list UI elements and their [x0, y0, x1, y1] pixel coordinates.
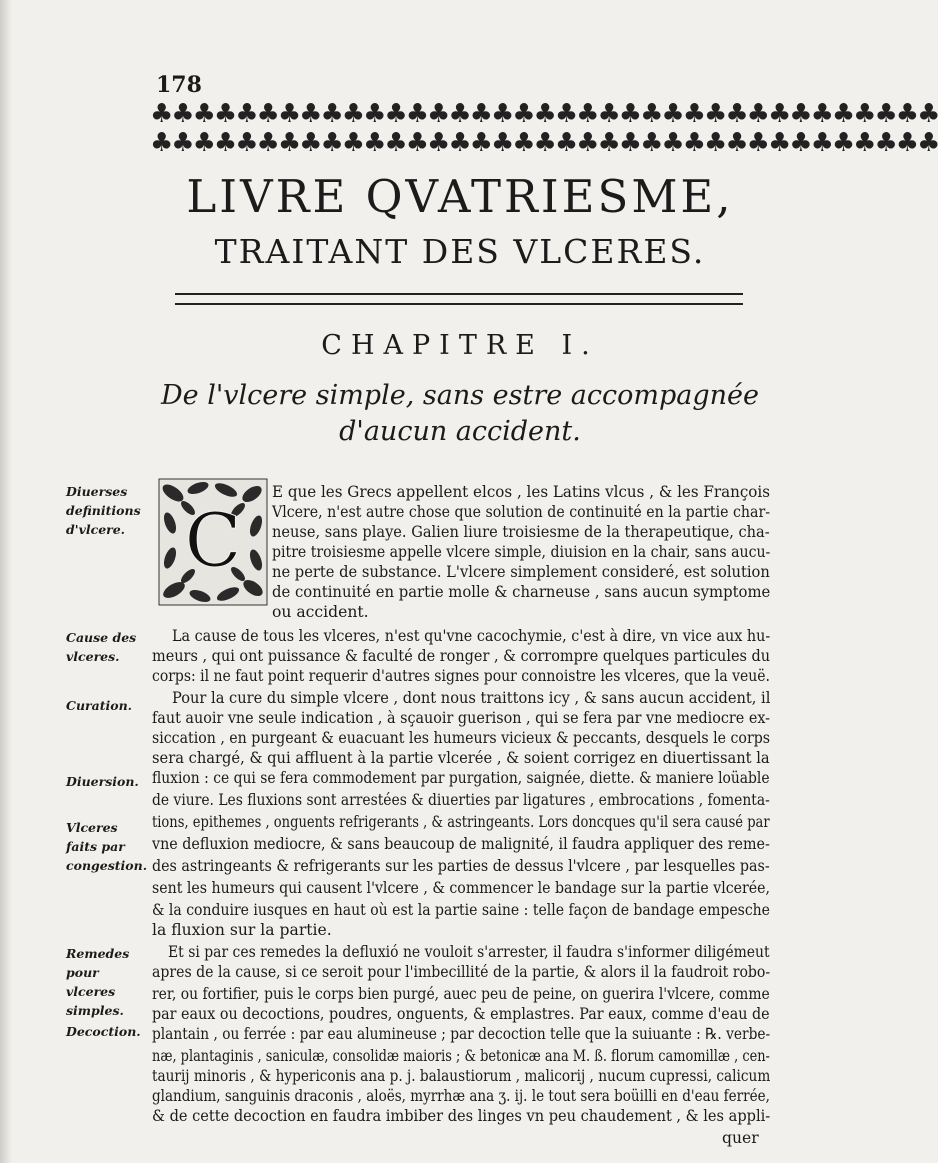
body-line: Et si par ces remedes la defluxió ne vouloit s'arrester, il faudra s'informer diligémeut — [168, 943, 770, 961]
body-line: neuse, sans playe. Galien liure troisiesme de la therapeutique, cha- — [272, 523, 770, 541]
body-line: par eaux ou decoctions, poudres, onguents, & emplastres. Par eaux, comme d'eau de — [152, 1005, 770, 1023]
body-line: corps: il ne faut point requerir d'autres signes pour connoistre les vlceres, que la veuë. — [152, 667, 770, 685]
body-line: la fluxion sur la partie. — [152, 921, 332, 939]
body-line: & de cette decoction en faudra imbiber des linges vn peu chaudement , & les appli- — [152, 1107, 771, 1125]
chapter-subtitle-line: d'aucun accident. — [339, 416, 581, 447]
margin-note: Diuersion. — [66, 774, 139, 789]
chapter-subtitle — [150, 378, 770, 450]
body-line: sera chargé, & qui affluent à la partie vlcerée , & soient corrigez en diuertissant la — [152, 749, 770, 767]
body-line: ou accident. — [272, 603, 369, 621]
ornament-row: ♣♣♣♣♣♣♣♣♣♣♣♣♣♣♣♣♣♣♣♣♣♣♣♣♣♣♣♣♣♣♣♣♣♣♣♣♣ — [150, 128, 938, 158]
body-line: de viure. Les fluxions sont arrestées & diuerties par ligatures , embrocations , fomenta- — [152, 791, 770, 809]
body-line: rer, ou fortifier, puis le corps bien purgé, auec peu de peine, on guerira l'vlcere, comme — [152, 985, 770, 1003]
divider-rule — [175, 293, 743, 295]
drop-cap-illustration — [158, 478, 268, 606]
page-edge-shadow — [0, 0, 12, 1163]
ornament-band — [150, 99, 938, 162]
chapter-subtitle-line: De l'vlcere simple, sans estre accompagnée — [160, 380, 760, 411]
body-line: glandium, sanguinis draconis , aloës, myrrhæ ana ʒ. ij. le tout sera boüilli en d'eau ferrée, — [152, 1087, 770, 1105]
margin-note: Decoction. — [66, 1024, 141, 1039]
body-line: taurij minoris , & hypericonis ana p. j. balaustiorum , malicorij , nucum cupressi, calicum — [152, 1067, 771, 1085]
body-line: plantain , ou ferrée : par eau alumineuse ; par decoction telle que la suiuante : ℞. verbe- — [152, 1025, 771, 1043]
book-subtitle: TRAITANT DES VLCERES. — [214, 232, 706, 271]
body-line: apres de la cause, si ce seroit pour l'imbecillité de la partie, & alors il la faudroit robo- — [152, 963, 771, 981]
book-title: LIVRE QVATRIESME, — [186, 170, 734, 223]
body-line: & la conduire iusques en haut où est la partie saine : telle façon de bandage empesche — [152, 901, 770, 919]
page-number: 178 — [156, 72, 202, 98]
margin-note: Diuerses definitions d'vlcere. — [66, 484, 141, 537]
body-line: Vlcere, n'est autre chose que solution de continuité en la partie char- — [272, 503, 771, 521]
catchword: quer — [722, 1129, 759, 1147]
ornament-row: ♣♣♣♣♣♣♣♣♣♣♣♣♣♣♣♣♣♣♣♣♣♣♣♣♣♣♣♣♣♣♣♣♣♣♣♣♣ — [150, 99, 938, 129]
body-line: meurs , qui ont puissance & faculté de ronger , & corrompre quelques particules du — [152, 647, 771, 665]
divider-rule — [175, 303, 743, 305]
body-line: vne defluxion mediocre, & sans beaucoup de malignité, il faudra appliquer des reme- — [152, 835, 770, 853]
body-line: pitre troisiesme appelle vlcere simple, diuision en la chair, sans aucu- — [272, 543, 771, 561]
body-line: E que les Grecs appellent elcos , les Latins vlcus , & les François — [272, 483, 770, 501]
chapter-heading: CHAPITRE I. — [321, 330, 599, 361]
drop-cap-letter: C — [184, 498, 242, 584]
body-line: siccation , en purgeant & euacuant les humeurs vicieux & peccants, desquels le corps — [152, 729, 770, 747]
margin-note: Vlceres faits par congestion. — [66, 820, 148, 873]
body-line: næ, plantaginis , saniculæ, consolidæ maioris ; & betonicæ ana M. ß. florum camomillæ , cen- — [152, 1047, 770, 1065]
body-line: La cause de tous les vlceres, n'est qu'vne cacochymie, c'est à dire, vn vice aux hu- — [172, 627, 771, 645]
margin-note: Remedes pour vlceres simples. — [66, 946, 130, 1018]
margin-note: Cause des vlceres. — [66, 630, 137, 664]
body-line: de continuité en partie molle & charneuse , sans aucun symptome — [272, 583, 771, 601]
body-line: Pour la cure du simple vlcere , dont nous traittons icy , & sans aucun accident, il — [172, 689, 771, 707]
margin-note: Curation. — [66, 698, 133, 713]
body-line: fluxion : ce qui se fera commodement par purgation, saignée, diette. & maniere loüable — [152, 769, 770, 787]
body-line: tions, epithemes , onguents refrigerants , & astringeants. Lors doncques qu'il sera causé par — [152, 813, 770, 831]
body-line: ne perte de substance. L'vlcere simplement consideré, est solution — [272, 563, 770, 581]
body-line: faut auoir vne seule indication , à sçauoir guerison , qui se fera par vne mediocre ex- — [152, 709, 771, 727]
body-line: sent les humeurs qui causent l'vlcere , & commencer le bandage sur la partie vlcerée, — [152, 879, 770, 897]
body-line: des astringeants & refrigerants sur les parties de dessus l'vlcere , par lesquelles pas- — [152, 857, 770, 875]
